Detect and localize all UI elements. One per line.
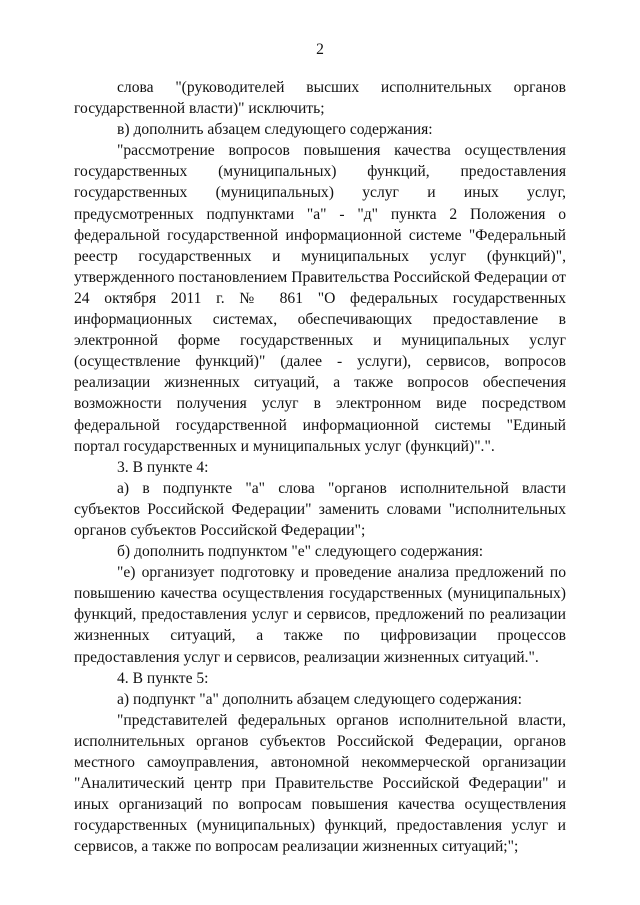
paragraph-8: 4. В пункте 5: xyxy=(117,669,209,687)
paragraph-3: "рассмотрение вопросов повышения качества осуществления государственных (муниципальных) функций, предоставления государственных (муниципальных) услуг и иных услуг, предусмотренных подпунктами "а" - "д" пункта 2 Положения о федеральной государственной информационной системе "Федеральный реестр государственных и муниципальных услуг (функций)", утвержденного постановлением Правительства Российской Федерации от 24 октября 2011 г. № 861 "О федеральных государственных информационных системах, обеспечивающих предоставление в электронной форме государственных и муниципальных услуг (осуществление функций)" (далее - услуги), сервисов, вопросов реализации жизненных ситуаций, а также вопросов обеспечения возможности получения услуг в электронном виде посредством федеральной государственной информационной системы "Единый портал государственных и муниципальных услуг (функций)".". xyxy=(74,142,566,455)
paragraph-5: а) в подпункте "а" слова "органов исполнительной власти субъектов Российской Федерации" заменить словами "исполнительных органов субъектов Российской Федерации"; xyxy=(74,479,566,539)
paragraph-4: 3. В пункте 4: xyxy=(117,458,209,476)
page-number: 2 xyxy=(316,41,324,58)
paragraph-10: "представителей федеральных органов исполнительной власти, исполнительных органов субъектов Российской Федерации, органов местного самоуправления, автономной некоммерческой организации "Аналитический центр при Правительстве Российской Федерации" и иных организаций по вопросам повышения качества осуществления государственных (муниципальных) функций, предоставления услуг и сервисов, а также по вопросам реализации жизненных ситуаций;"; xyxy=(74,711,566,856)
document-body xyxy=(74,77,566,857)
paragraph-1: слова "(руководителей высших исполнительных органов государственной власти)" исключить; xyxy=(74,79,566,118)
paragraph-6: б) дополнить подпунктом "е" следующего содержания: xyxy=(117,543,484,561)
paragraph-9: а) подпункт "а" дополнить абзацем следующего содержания: xyxy=(117,690,522,708)
paragraph-7: "е) организует подготовку и проведение анализа предложений по повышению качества осуществления государственных (муниципальных) функций, предоставления услуг и сервисов, предложений по реализации жизненных ситуаций, а также по цифровизации процессов предоставления услуг и сервисов, реализации жизненных ситуаций.". xyxy=(74,564,566,666)
paragraph-2: в) дополнить абзацем следующего содержания: xyxy=(117,121,433,139)
